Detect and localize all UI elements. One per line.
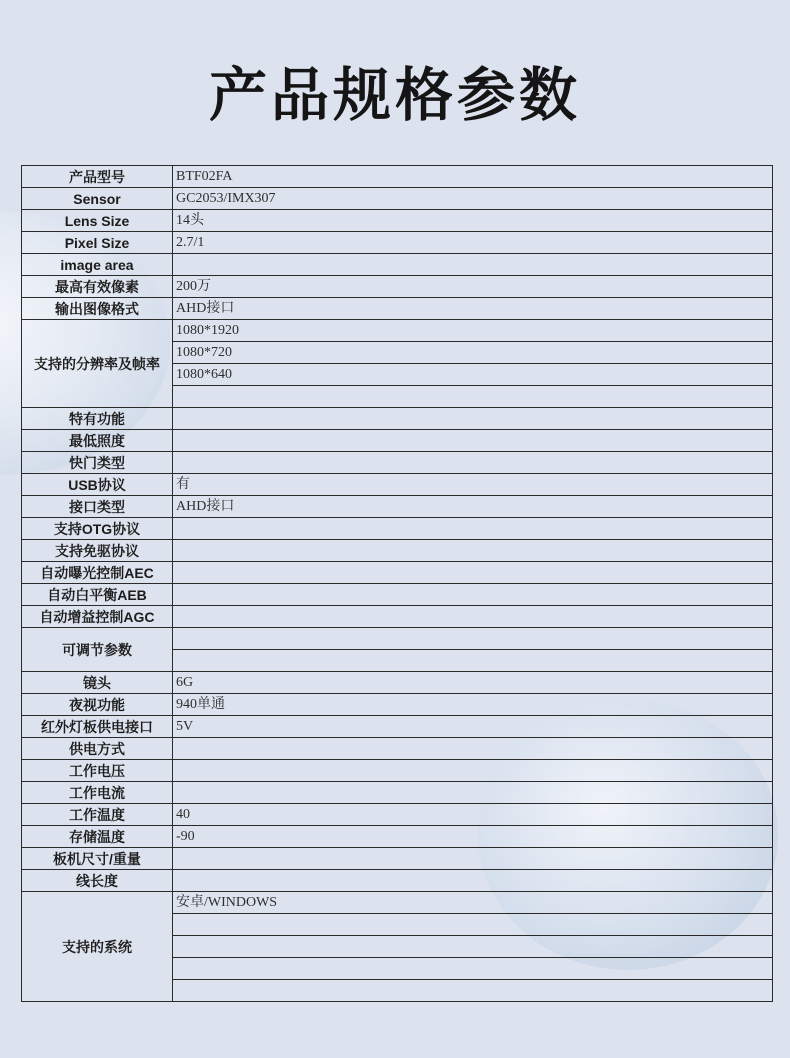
spec-value: -90 [173, 826, 773, 848]
spec-row [22, 276, 773, 298]
spec-label: 产品型号 [22, 166, 173, 188]
spec-label: 输出图像格式 [22, 298, 173, 320]
spec-label: image area [22, 254, 173, 276]
spec-row [22, 760, 773, 782]
spec-row [22, 254, 773, 276]
spec-label: 存储温度 [22, 826, 173, 848]
spec-value [173, 914, 773, 936]
spec-label: 自动曝光控制AEC [22, 562, 173, 584]
spec-label: 工作温度 [22, 804, 173, 826]
spec-value [173, 870, 773, 892]
spec-row [22, 518, 773, 540]
spec-row [22, 210, 773, 232]
spec-label: 红外灯板供电接口 [22, 716, 173, 738]
spec-value [173, 386, 773, 408]
spec-value: 14头 [173, 210, 773, 232]
spec-value: 40 [173, 804, 773, 826]
spec-value [173, 958, 773, 980]
spec-value [173, 540, 773, 562]
spec-row [22, 584, 773, 606]
spec-value: GC2053/IMX307 [173, 188, 773, 210]
spec-label: 接口类型 [22, 496, 173, 518]
spec-row [22, 694, 773, 716]
spec-row [22, 826, 773, 848]
spec-value [173, 980, 773, 1002]
spec-value: 有 [173, 474, 773, 496]
spec-value: AHD接口 [173, 496, 773, 518]
spec-label: 工作电压 [22, 760, 173, 782]
spec-value: 940单通 [173, 694, 773, 716]
spec-row [22, 474, 773, 496]
spec-row [22, 452, 773, 474]
spec-value: 1080*1920 [173, 320, 773, 342]
spec-row [22, 804, 773, 826]
spec-row [22, 408, 773, 430]
spec-label: 镜头 [22, 672, 173, 694]
spec-value [173, 562, 773, 584]
spec-label: Sensor [22, 188, 173, 210]
spec-value [173, 760, 773, 782]
spec-row [22, 298, 773, 320]
spec-row [22, 540, 773, 562]
spec-value: 200万 [173, 276, 773, 298]
spec-table-body [22, 166, 773, 1002]
spec-row [22, 430, 773, 452]
spec-value [173, 430, 773, 452]
spec-value: AHD接口 [173, 298, 773, 320]
spec-row [22, 892, 773, 914]
spec-value [173, 452, 773, 474]
page-title: 产品规格参数 [208, 61, 581, 129]
spec-table [21, 165, 773, 1002]
spec-value [173, 584, 773, 606]
spec-value [173, 628, 773, 650]
spec-label: Lens Size [22, 210, 173, 232]
spec-row [22, 232, 773, 254]
spec-row [22, 188, 773, 210]
spec-label: 可调节参数 [22, 628, 173, 672]
spec-value [173, 650, 773, 672]
spec-label: 自动增益控制AGC [22, 606, 173, 628]
spec-value: 安卓/WINDOWS [173, 892, 773, 914]
spec-value [173, 782, 773, 804]
spec-row [22, 716, 773, 738]
spec-label: 快门类型 [22, 452, 173, 474]
spec-row [22, 848, 773, 870]
spec-value [173, 254, 773, 276]
spec-label: 支持OTG协议 [22, 518, 173, 540]
spec-row [22, 628, 773, 650]
spec-row [22, 672, 773, 694]
spec-value: 1080*640 [173, 364, 773, 386]
spec-row [22, 496, 773, 518]
spec-value: 2.7/1 [173, 232, 773, 254]
spec-label: 特有功能 [22, 408, 173, 430]
spec-label: 支持免驱协议 [22, 540, 173, 562]
spec-value [173, 518, 773, 540]
spec-label: 工作电流 [22, 782, 173, 804]
spec-label: 夜视功能 [22, 694, 173, 716]
spec-value: 6G [173, 672, 773, 694]
spec-label: 线长度 [22, 870, 173, 892]
spec-label: 自动白平衡AEB [22, 584, 173, 606]
spec-label: 支持的系统 [22, 892, 173, 1002]
spec-row [22, 870, 773, 892]
spec-label: 支持的分辨率及帧率 [22, 320, 173, 408]
spec-row [22, 606, 773, 628]
spec-label: Pixel Size [22, 232, 173, 254]
spec-value [173, 408, 773, 430]
spec-row [22, 562, 773, 584]
spec-label: 最低照度 [22, 430, 173, 452]
spec-value [173, 936, 773, 958]
spec-row [22, 738, 773, 760]
spec-label: USB协议 [22, 474, 173, 496]
spec-label: 板机尺寸/重量 [22, 848, 173, 870]
spec-row [22, 320, 773, 342]
spec-value [173, 606, 773, 628]
spec-value: BTF02FA [173, 166, 773, 188]
spec-label: 最高有效像素 [22, 276, 173, 298]
spec-row [22, 166, 773, 188]
spec-row [22, 782, 773, 804]
spec-value [173, 738, 773, 760]
spec-label: 供电方式 [22, 738, 173, 760]
spec-value [173, 848, 773, 870]
spec-value: 5V [173, 716, 773, 738]
spec-value: 1080*720 [173, 342, 773, 364]
